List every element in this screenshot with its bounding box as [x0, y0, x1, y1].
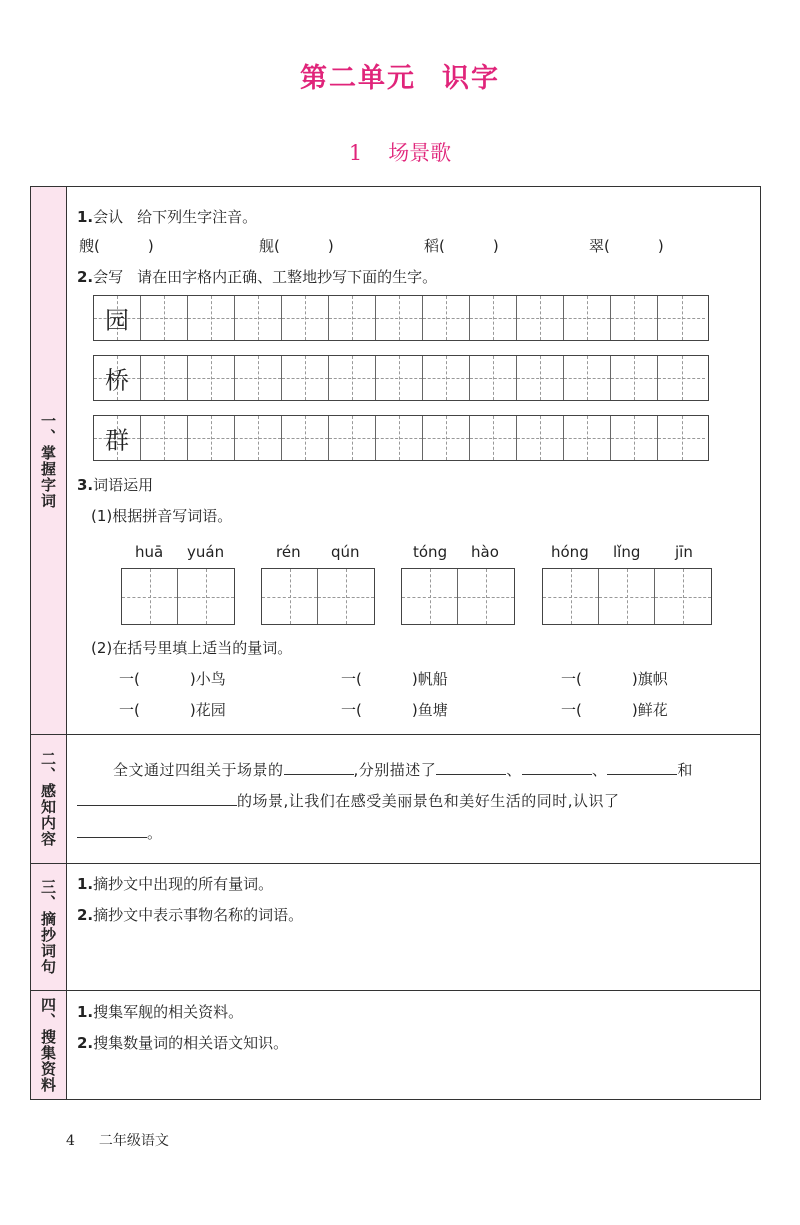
- pinyin-label: huā: [135, 543, 164, 561]
- section-label-1: 一、掌握字词: [31, 187, 67, 734]
- unit-title: [0, 56, 800, 95]
- pinyin-blank-3[interactable]: 稻( ): [424, 237, 499, 255]
- section-perceive-content: [31, 735, 760, 864]
- pinyin-label: rén: [276, 543, 301, 561]
- footer-text: 二年级语文: [98, 1133, 169, 1149]
- writing-grid-row-2: [93, 355, 709, 401]
- pinyin-blank-2[interactable]: 舰( ): [259, 237, 334, 255]
- lesson-name: 场景歌: [388, 141, 452, 165]
- writing-grid-row-3: [93, 415, 709, 461]
- lesson-number: 1: [348, 141, 363, 165]
- pinyin-label: hóng: [551, 543, 589, 561]
- q3-sub2: (2)在括号里填上适当的量词。: [91, 639, 293, 657]
- word-box-2[interactable]: [261, 568, 375, 625]
- measure-item[interactable]: 一( )鲜花: [561, 701, 668, 719]
- word-box-1[interactable]: [121, 568, 235, 625]
- collect-item-2: 2.搜集数量词的相关语文知识。: [77, 1034, 289, 1052]
- blank[interactable]: [284, 760, 354, 775]
- blank[interactable]: [522, 760, 592, 775]
- pinyin-label: qún: [331, 543, 360, 561]
- word-box-4[interactable]: [542, 568, 712, 625]
- section-collect-info: [31, 991, 760, 1099]
- blank[interactable]: [436, 760, 506, 775]
- pinyin-label: yuán: [187, 543, 225, 561]
- model-cell: 桥: [94, 356, 141, 400]
- measure-item[interactable]: 一( )旗帜: [561, 670, 668, 688]
- blank[interactable]: [77, 791, 237, 806]
- paragraph-line-2: 的场景,让我们在感受美丽景色和美好生活的同时,认识了: [77, 790, 620, 811]
- q1-line: 1.会认 给下列生字注音。: [77, 208, 258, 226]
- section-label-4: 四、搜集资料: [31, 991, 67, 1099]
- page-footer: [66, 1130, 169, 1150]
- measure-item[interactable]: 一( )鱼塘: [341, 701, 448, 719]
- worksheet-frame: [30, 186, 761, 1100]
- pinyin-blank-1[interactable]: 艘( ): [79, 237, 154, 255]
- section-excerpt: [31, 864, 760, 991]
- page-number: 4: [66, 1133, 75, 1149]
- excerpt-item-1: 1.摘抄文中出现的所有量词。: [77, 875, 274, 893]
- paragraph-line-3: 。: [77, 822, 162, 843]
- section-label-2: 二、感知内容: [31, 735, 67, 863]
- blank[interactable]: [77, 823, 147, 838]
- blank[interactable]: [607, 760, 677, 775]
- model-cell: 群: [94, 416, 141, 460]
- q3-sub1: (1)根据拼音写词语。: [91, 507, 233, 525]
- measure-item[interactable]: 一( )帆船: [341, 670, 448, 688]
- measure-item[interactable]: 一( )小鸟: [119, 670, 226, 688]
- q2-line: 2.会写 请在田字格内正确、工整地抄写下面的生字。: [77, 268, 438, 286]
- collect-item-1: 1.搜集军舰的相关资料。: [77, 1003, 244, 1021]
- pinyin-label: tóng: [413, 543, 448, 561]
- excerpt-item-2: 2.摘抄文中表示事物名称的词语。: [77, 906, 304, 924]
- unit-title-part2: 识字: [442, 63, 500, 94]
- q3-line: 3.词语运用: [77, 476, 154, 494]
- pinyin-label: hào: [471, 543, 499, 561]
- section-label-3: 三、摘抄词句: [31, 864, 67, 990]
- pinyin-label: lǐng: [613, 543, 641, 561]
- model-cell: 园: [94, 296, 141, 340]
- writing-grid-row-1: [93, 295, 709, 341]
- section-master-words: [31, 187, 760, 735]
- unit-title-part1: 第二单元: [300, 63, 416, 94]
- word-box-3[interactable]: [401, 568, 515, 625]
- pinyin-label: jīn: [675, 543, 693, 561]
- measure-item[interactable]: 一( )花园: [119, 701, 226, 719]
- pinyin-blank-4[interactable]: 翠( ): [589, 237, 664, 255]
- paragraph-line-1: 全文通过四组关于场景的 ,分别描述了 、 、 和: [113, 761, 693, 779]
- lesson-title: [0, 137, 800, 167]
